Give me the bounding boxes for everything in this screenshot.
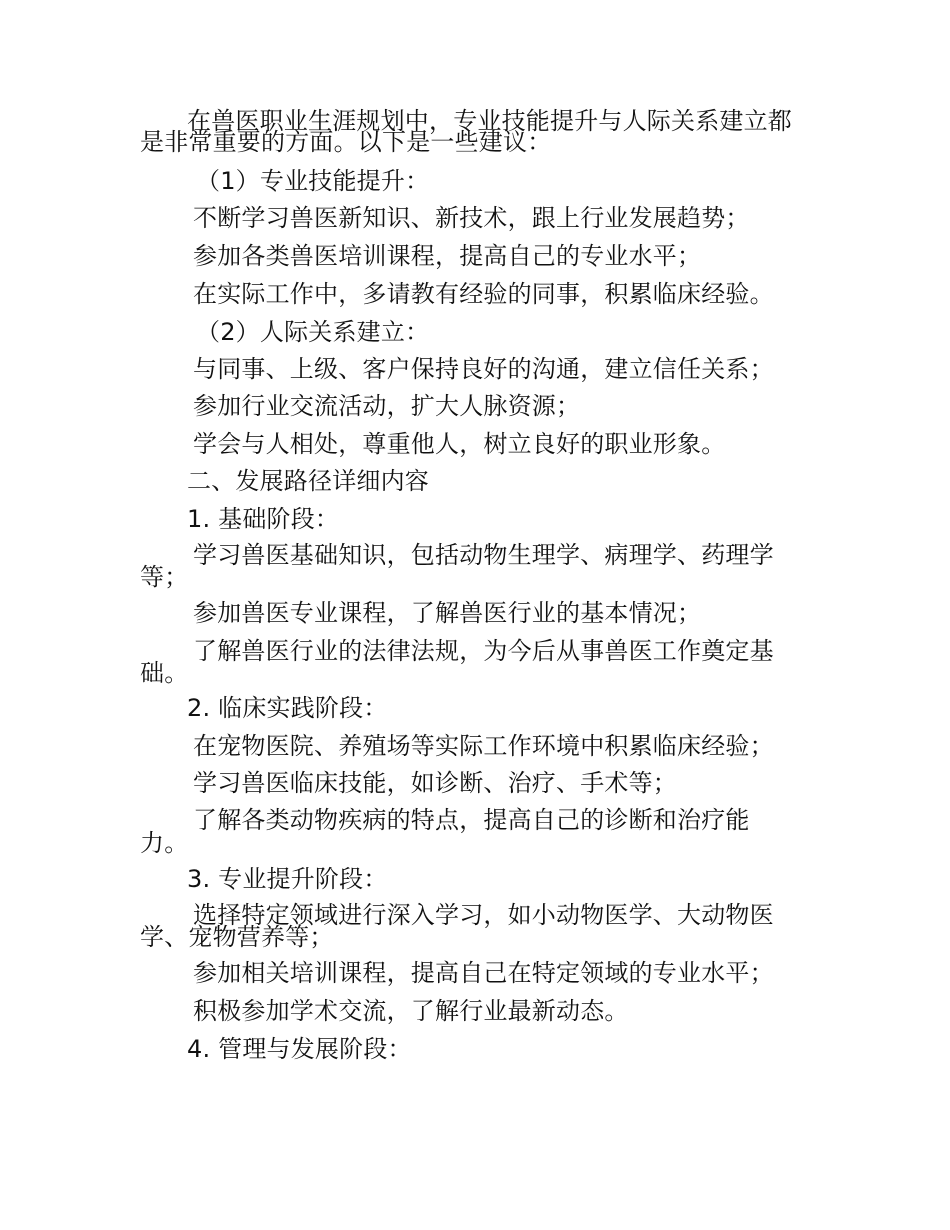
stage-2-heading: 2. 临床实践阶段：	[187, 694, 388, 722]
section-heading-skills: （1）专业技能提升：	[196, 167, 430, 195]
relations-item: 与同事、上级、客户保持良好的沟通，建立信任关系；	[193, 355, 774, 383]
stage-1-item-wrap: 础。	[140, 659, 189, 687]
stage-1-item: 学习兽医基础知识，包括动物生理学、病理学、药理学	[193, 541, 774, 569]
relations-item: 参加行业交流活动，扩大人脉资源；	[193, 392, 581, 420]
stage-2-item: 了解各类动物疾病的特点，提高自己的诊断和治疗能	[193, 806, 750, 834]
stage-2-item: 在宠物医院、养殖场等实际工作环境中积累临床经验；	[193, 732, 774, 760]
section-heading-relations: （2）人际关系建立：	[196, 318, 430, 346]
stage-2-item-wrap: 力。	[140, 829, 189, 857]
stage-3-heading: 3. 专业提升阶段：	[187, 865, 388, 893]
stage-1-item: 参加兽医专业课程，了解兽医行业的基本情况；	[193, 599, 702, 627]
stage-3-item: 选择特定领域进行深入学习，如小动物医学、大动物医	[193, 901, 774, 929]
stage-3-item-wrap: 学、宠物营养等；	[140, 923, 334, 951]
stage-1-heading: 1. 基础阶段：	[187, 505, 340, 533]
stage-1-item: 了解兽医行业的法律法规，为今后从事兽医工作奠定基	[193, 637, 774, 665]
stage-1-item-wrap: 等；	[140, 563, 189, 591]
intro-line-1: 在兽医职业生涯规划中，专业技能提升与人际关系建立都	[187, 107, 792, 135]
intro-line-2: 是非常重要的方面。以下是一些建议：	[140, 128, 552, 156]
skills-item: 参加各类兽医培训课程，提高自己的专业水平；	[193, 242, 702, 270]
stage-4-heading: 4. 管理与发展阶段：	[187, 1035, 412, 1063]
skills-item: 在实际工作中，多请教有经验的同事，积累临床经验。	[193, 280, 774, 308]
stage-3-item: 参加相关培训课程，提高自己在特定领域的专业水平；	[193, 959, 774, 987]
relations-item: 学会与人相处，尊重他人，树立良好的职业形象。	[193, 430, 726, 458]
skills-item: 不断学习兽医新知识、新技术，跟上行业发展趋势；	[193, 204, 750, 232]
stage-3-item: 积极参加学术交流，了解行业最新动态。	[193, 997, 629, 1025]
stage-2-item: 学习兽医临床技能，如诊断、治疗、手术等；	[193, 769, 677, 797]
part-two-heading: 二、发展路径详细内容	[187, 467, 429, 495]
